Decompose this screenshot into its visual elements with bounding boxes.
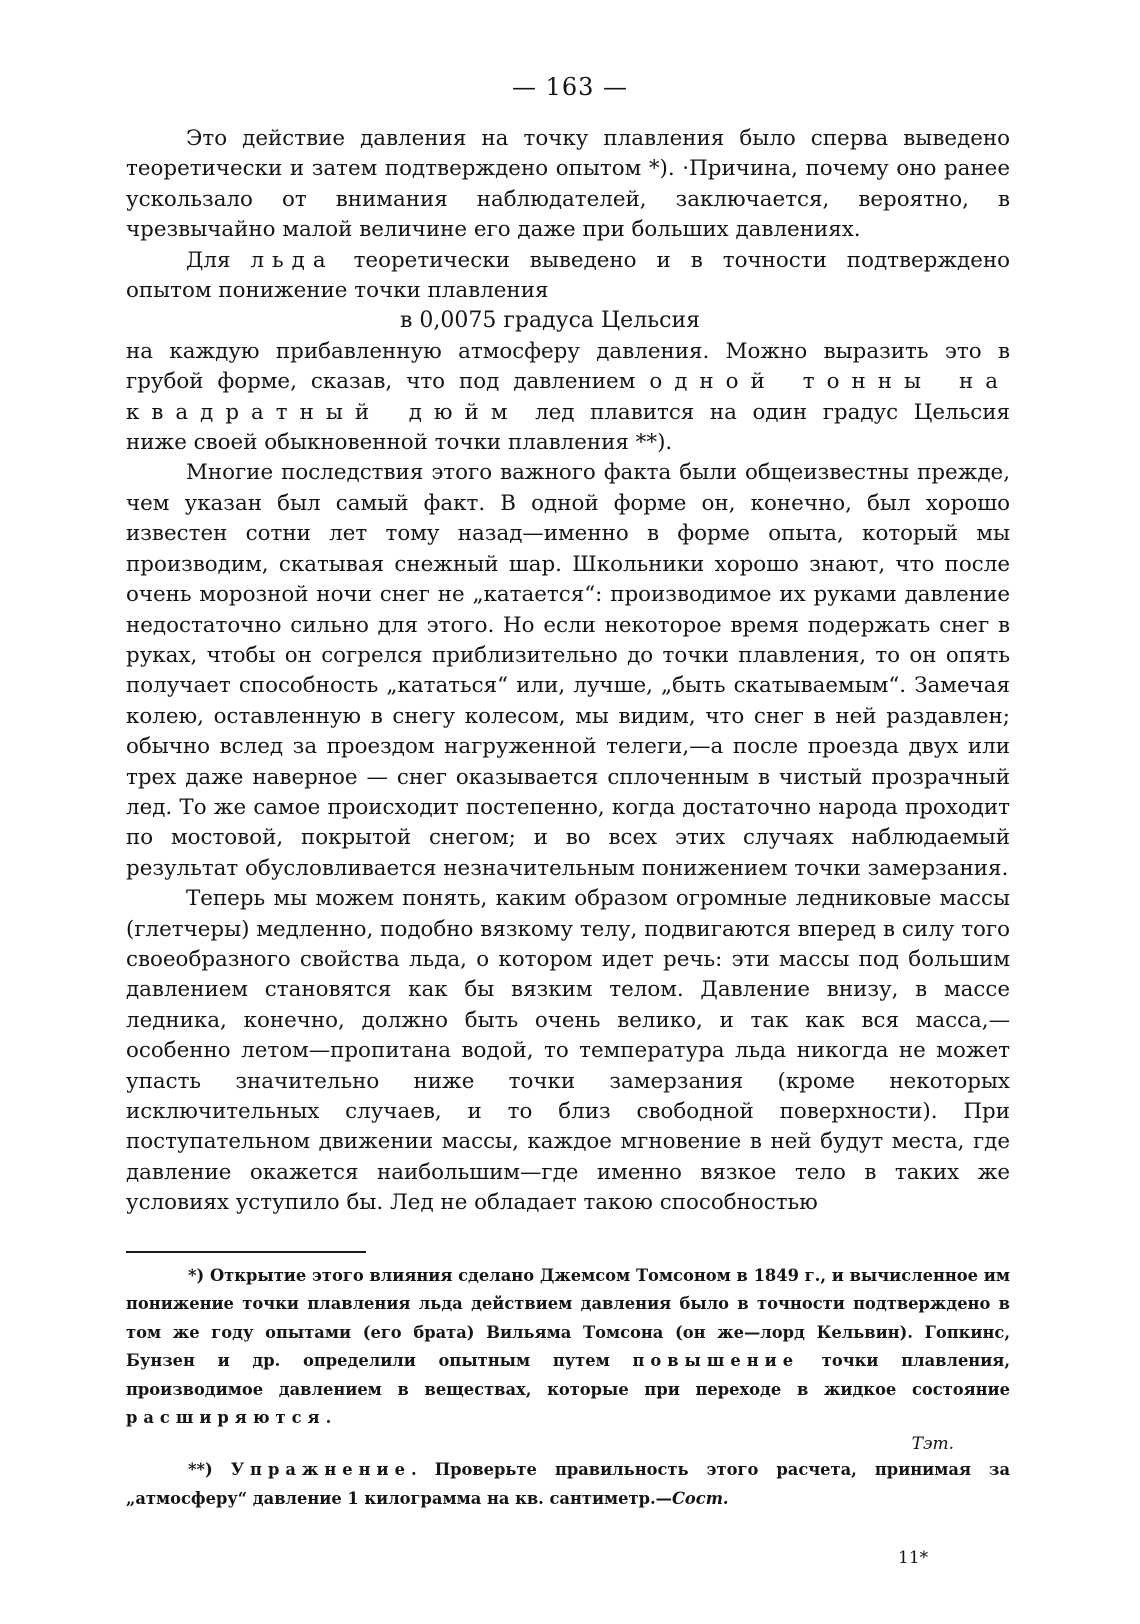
- page-number: — 163 —: [511, 73, 629, 101]
- formula-line: в 0,0075 градуса Цельсия: [400, 308, 701, 334]
- paragraph-1-text: Это действие давления на точку плавления было сперва выведено теоретически и затем подтверждено опытом *). ·Причина, почему оно ранее ускользало от внимания наблюдателей, заключается, вероятно, в чрезвычайно малой величине его даже при больших давлениях.: [126, 126, 1010, 243]
- footnote-1-middle: точки плавления, производимое давлением в веществах, которые при переходе в жидкое состояние: [126, 1351, 1010, 1399]
- footnote-1: [126, 1262, 1010, 1432]
- paragraph-4: [126, 458, 1010, 884]
- paragraph-1: [126, 124, 1010, 246]
- footnotes: [126, 1262, 1010, 1513]
- footnote-1-signature: Тэт.: [911, 1434, 954, 1455]
- paragraph-5: [126, 884, 1010, 1218]
- footnote-divider: [126, 1251, 366, 1253]
- footnote-2-source: Сост.: [671, 1488, 729, 1508]
- footnote-2-spaced-exercise: Упражнение: [230, 1460, 411, 1480]
- footnote-2: [126, 1456, 1010, 1513]
- paragraph-2-after: теоретически выведено и в точности подтверждено опытом понижение точки плавления: [126, 247, 1010, 304]
- printer-signature-mark: 11*: [898, 1548, 929, 1568]
- paragraph-3-before: на каждую прибавленную атмосферу давления. Можно выразить это в грубой форме, сказав, что под давлением: [126, 338, 1010, 395]
- footnote-1-end: .: [325, 1408, 332, 1428]
- spaced-word-ice: льда: [250, 247, 334, 273]
- spaced-phrase-ton: одной тонны на квадратный дюйм: [126, 369, 1010, 425]
- paragraph-5-text: Теперь мы можем понять, каким образом огромные ледниковые массы (глетчеры) медленно, подобно вязкому телу, подвигаются вперед в силу того своеобразного свойства льда, о котором идет речь: эти массы под большим давлением становятся как бы вязким телом. Давление внизу, в массе ледника, конечно, должно быть очень велико, и так как вся масса,—особенно летом—пропитана водой, то температура льда никогда не может упасть значительно ниже точки замерзания (кроме некоторых исключительных случаев, и то близ свободной поверхности). При поступательном движении массы, каждое мгновение в ней будут места, где давление окажется наибольшим—где именно вязкое тело в таких же условиях уступило бы. Лед не обладает такою способностью: [126, 886, 1010, 1216]
- paragraph-3: [126, 337, 1010, 459]
- paragraph-3-after: лед плавится на один градус Цельсия ниже своей обыкновенной точки плавления **).: [126, 399, 1010, 456]
- footnote-1-spaced-increase: повышение: [632, 1351, 800, 1371]
- footnote-2-marker: **): [188, 1460, 231, 1480]
- paragraph-4-text: Многие последствия этого важного факта были общеизвестны прежде, чем указан был самый факт. В одной форме он, конечно, был хорошо известен сотни лет тому назад—именно в форме опыта, который мы производим, скатывая снежный шар. Школьники хорошо знают, что после очень морозной ночи снег не „катается“: производимое их руками давление недостаточно сильно для этого. Но если некоторое время подержать снег в руках, чтобы он согрелся приблизительно до точки плавления, то он опять получает способность „кататься“ или, лучше, „быть скатываемым“. Замечая колею, оставленную в снегу колесом, мы видим, что снег в ней раздавлен; обычно вслед за проездом нагруженной телеги,—а после проезда двух или трех даже наверное — снег оказывается сплоченным в чистый прозрачный лед. То же самое происходит постепенно, когда достаточно народа проходит по мостовой, покрытой снегом; и во всех этих случаях наблюдаемый результат обусловливается незначительным понижением точки замерзания.: [126, 460, 1010, 881]
- paragraph-2: [126, 246, 1010, 307]
- main-text: [126, 124, 1010, 1219]
- paragraph-2-before: Для: [186, 247, 251, 273]
- footnote-1-before: *) Открытие этого влияния сделано Джемсом Томсоном в 1849 г., и вычисленное им понижение точки плавления льда действием давления было в точности подтверждено в том же году опытами (его брата) Вильяма Томсона (он же—лорд Кельвин). Гопкинс, Бунзен и др. определили опытным путем: [126, 1266, 1010, 1371]
- footnote-2-text: . Проверьте правильность этого расчета, принимая за „атмосферу“ давление 1 килограмма на кв. сантиметр.—: [126, 1460, 1010, 1508]
- footnote-1-spaced-expand: расширяются: [126, 1408, 326, 1428]
